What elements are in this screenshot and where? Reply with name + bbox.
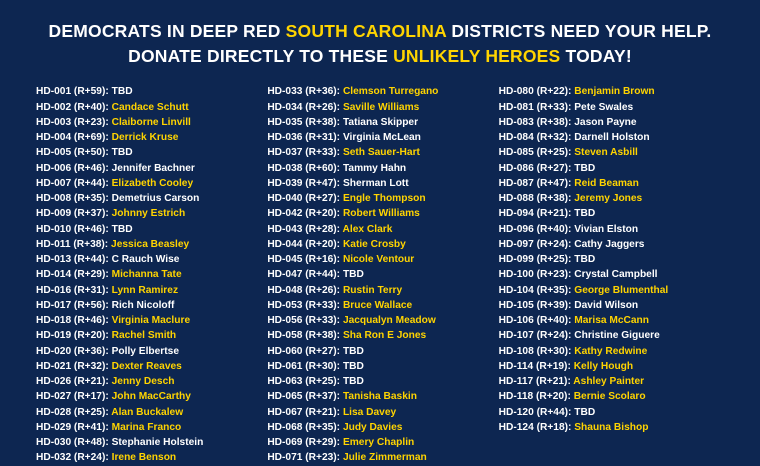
- candidate-name[interactable]: Candace Schutt: [111, 101, 189, 113]
- district-label: HD-094 (R+21):: [498, 208, 572, 220]
- district-label: HD-118 (R+20):: [498, 391, 571, 403]
- list-item: [499, 222, 724, 237]
- candidate-name: Demetrius Carson: [111, 193, 200, 204]
- list-item: [499, 237, 724, 252]
- district-label: HD-042 (R+20):: [267, 208, 341, 220]
- candidate-name: TBD: [342, 360, 364, 372]
- candidate-name[interactable]: Seth Sauer-Hart: [342, 147, 420, 159]
- district-label: HD-114 (R+19):: [498, 360, 571, 372]
- list-item: [36, 328, 261, 343]
- list-item: [36, 191, 261, 206]
- district-label: HD-097 (R+24):: [498, 238, 572, 250]
- district-label: HD-021 (R+32):: [36, 360, 109, 372]
- list-item: [499, 191, 724, 206]
- list-item: [267, 405, 492, 420]
- headline-line1-post: DISTRICTS NEED YOUR HELP.: [446, 21, 712, 41]
- candidate-name[interactable]: Engle Thompson: [342, 193, 426, 204]
- candidate-name: TBD: [574, 254, 596, 265]
- district-label: HD-008 (R+35):: [36, 193, 109, 204]
- headline-line2-pre: DONATE DIRECTLY TO THESE: [128, 45, 394, 66]
- candidate-name: Tatiana Skipper: [342, 116, 419, 128]
- district-label: HD-019 (R+20):: [36, 330, 109, 342]
- list-item: [36, 405, 261, 420]
- district-label: HD-084 (R+32):: [498, 132, 572, 143]
- candidate-name: Rich Nicoloff: [111, 299, 175, 311]
- list-item: [499, 313, 724, 328]
- district-label: HD-037 (R+33):: [267, 147, 341, 159]
- candidate-column-3: [499, 84, 724, 465]
- list-item: [499, 206, 724, 221]
- list-item: [36, 435, 261, 450]
- district-label: HD-056 (R+33):: [267, 315, 341, 326]
- district-label: HD-069 (R+29):: [267, 437, 341, 448]
- district-label: HD-013 (R+44):: [36, 254, 109, 265]
- district-label: HD-045 (R+16):: [267, 254, 341, 265]
- list-item: [267, 222, 492, 237]
- district-label: HD-007 (R+44):: [36, 177, 109, 189]
- list-item: [499, 84, 724, 99]
- candidate-name[interactable]: Marisa McCann: [574, 315, 649, 326]
- candidate-name: Jennifer Bachner: [111, 162, 195, 174]
- candidate-name: TBD: [111, 147, 133, 159]
- list-item: [267, 435, 492, 450]
- district-label: HD-010 (R+46):: [36, 223, 109, 235]
- candidate-name[interactable]: Julie Zimmerman: [342, 452, 427, 464]
- list-item: [36, 344, 261, 359]
- district-label: HD-085 (R+25):: [498, 147, 572, 159]
- candidate-name[interactable]: Virginia Maclure: [111, 315, 191, 326]
- district-label: HD-065 (R+37):: [267, 391, 341, 403]
- candidate-name[interactable]: Kelly Hough: [573, 360, 634, 372]
- candidate-name[interactable]: Jeremy Jones: [574, 193, 643, 204]
- candidate-name[interactable]: Derrick Kruse: [111, 132, 179, 143]
- list-item: [499, 267, 724, 282]
- district-label: HD-016 (R+31):: [36, 284, 109, 296]
- candidate-name: C Rauch Wise: [111, 254, 180, 265]
- list-item: [499, 298, 724, 313]
- candidate-name: Pete Swales: [574, 101, 634, 113]
- list-item: [36, 84, 261, 99]
- district-label: HD-006 (R+46):: [36, 162, 109, 174]
- list-item: [499, 405, 724, 420]
- district-label: HD-060 (R+27):: [267, 345, 341, 357]
- district-label: HD-036 (R+31):: [267, 132, 341, 143]
- candidate-name: TBD: [342, 345, 364, 357]
- candidate-name[interactable]: Nicole Ventour: [342, 254, 415, 265]
- candidate-name[interactable]: Elizabeth Cooley: [111, 177, 194, 189]
- list-item: [36, 252, 261, 267]
- district-label: HD-039 (R+47):: [267, 177, 341, 189]
- district-label: HD-018 (R+46):: [36, 315, 109, 326]
- candidate-name: TBD: [342, 376, 364, 387]
- district-label: HD-027 (R+17):: [36, 391, 109, 403]
- headline-line2-post: TODAY!: [560, 45, 632, 66]
- candidate-name[interactable]: Clemson Turregano: [342, 86, 439, 98]
- list-item: [36, 100, 261, 115]
- list-item: [36, 298, 261, 313]
- district-label: HD-029 (R+41):: [36, 421, 109, 433]
- district-label: HD-104 (R+35):: [498, 284, 572, 296]
- district-label: HD-028 (R+25):: [36, 406, 109, 418]
- district-label: HD-005 (R+50):: [36, 147, 109, 159]
- district-label: HD-108 (R+30):: [498, 345, 572, 357]
- headline-line-2: [18, 45, 742, 69]
- headline-line-1: [18, 20, 742, 44]
- list-item: [499, 145, 724, 160]
- list-item: [267, 115, 492, 130]
- district-label: HD-001 (R+59):: [36, 86, 109, 98]
- district-label: HD-099 (R+25):: [498, 254, 572, 265]
- candidate-name[interactable]: Robert Williams: [342, 208, 420, 220]
- headline-line1-pre: DEMOCRATS IN DEEP RED: [48, 21, 286, 41]
- district-label: HD-009 (R+37):: [36, 208, 109, 220]
- candidate-name: Virginia McLean: [342, 132, 421, 143]
- district-label: HD-124 (R+18):: [498, 421, 572, 433]
- candidate-name[interactable]: Johnny Estrich: [111, 208, 186, 220]
- district-label: HD-026 (R+21):: [36, 376, 109, 387]
- list-item: [267, 298, 492, 313]
- list-item: [36, 450, 261, 465]
- candidate-name[interactable]: Claiborne Linvill: [111, 116, 191, 128]
- list-item: [267, 374, 492, 389]
- candidate-column-1: [36, 84, 261, 465]
- list-item: [499, 344, 724, 359]
- list-item: [36, 237, 261, 252]
- list-item: [267, 359, 492, 374]
- candidate-name[interactable]: Sha Ron E Jones: [342, 330, 427, 342]
- list-item: [499, 283, 724, 298]
- candidate-name: TBD: [111, 86, 133, 98]
- list-item: [267, 130, 492, 145]
- district-label: HD-003 (R+23):: [36, 116, 109, 128]
- candidate-name[interactable]: Dexter Reaves: [111, 360, 182, 372]
- candidate-name[interactable]: Steven Asbill: [574, 147, 638, 159]
- candidate-columns: [18, 84, 742, 465]
- candidate-name: TBD: [342, 269, 364, 281]
- list-item: [36, 267, 261, 282]
- list-item: [36, 283, 261, 298]
- candidate-name: Tammy Hahn: [342, 162, 407, 174]
- list-item: [36, 176, 261, 191]
- list-item: [267, 283, 492, 298]
- district-label: HD-035 (R+38):: [267, 116, 341, 128]
- district-label: HD-034 (R+26):: [267, 101, 341, 113]
- list-item: [36, 130, 261, 145]
- district-label: HD-053 (R+33):: [267, 299, 341, 311]
- list-item: [36, 374, 261, 389]
- list-item: [267, 206, 492, 221]
- district-label: HD-106 (R+40):: [498, 315, 572, 326]
- district-label: HD-040 (R+27):: [267, 193, 341, 204]
- district-label: HD-117 (R+21):: [498, 376, 571, 387]
- candidate-name[interactable]: Jacqualyn Meadow: [342, 315, 436, 326]
- candidate-name: Darnell Holston: [574, 132, 650, 143]
- list-item: [267, 389, 492, 404]
- list-item: [267, 176, 492, 191]
- list-item: [267, 100, 492, 115]
- district-label: HD-017 (R+56):: [36, 299, 109, 311]
- list-item: [36, 359, 261, 374]
- district-label: HD-067 (R+21):: [267, 406, 341, 418]
- list-item: [267, 313, 492, 328]
- candidate-column-2: [267, 84, 492, 465]
- candidate-name[interactable]: Shauna Bishop: [574, 421, 649, 433]
- candidate-name[interactable]: Jessica Beasley: [111, 238, 190, 250]
- candidate-name: Polly Elbertse: [111, 345, 179, 357]
- candidate-name: Christine Giguere: [574, 330, 660, 342]
- district-label: HD-081 (R+33):: [498, 101, 572, 113]
- district-label: HD-061 (R+30):: [267, 360, 341, 372]
- candidate-name[interactable]: Katie Crosby: [342, 238, 406, 250]
- candidate-name: David Wilson: [574, 299, 639, 311]
- district-label: HD-032 (R+24):: [36, 452, 109, 464]
- list-item: [267, 267, 492, 282]
- candidate-name[interactable]: Kathy Redwine: [574, 345, 648, 357]
- list-item: [36, 115, 261, 130]
- candidate-name: Vivian Elston: [574, 223, 639, 235]
- candidate-name: Jason Payne: [574, 116, 637, 128]
- district-label: HD-058 (R+38):: [267, 330, 341, 342]
- candidate-name: Crystal Campbell: [574, 269, 658, 281]
- candidate-name: Cathy Jaggers: [574, 238, 645, 250]
- district-label: HD-068 (R+35):: [267, 421, 341, 433]
- candidate-name[interactable]: Benjamin Brown: [574, 86, 655, 98]
- district-label: HD-047 (R+44):: [267, 269, 341, 281]
- district-label: HD-105 (R+39):: [498, 299, 572, 311]
- list-item: [267, 191, 492, 206]
- list-item: [499, 374, 724, 389]
- district-label: HD-014 (R+29):: [36, 269, 109, 281]
- candidate-name[interactable]: Lynn Ramirez: [111, 284, 179, 296]
- district-label: HD-063 (R+25):: [267, 376, 341, 387]
- district-label: HD-086 (R+27):: [498, 162, 572, 174]
- candidate-name[interactable]: Marina Franco: [111, 421, 182, 433]
- candidate-name[interactable]: Bernie Scolaro: [573, 391, 646, 403]
- headline-line1-highlight: SOUTH CAROLINA: [285, 21, 447, 41]
- list-item: [499, 115, 724, 130]
- candidate-name[interactable]: Reid Beaman: [574, 177, 639, 189]
- list-item: [499, 328, 724, 343]
- district-label: HD-030 (R+48):: [36, 437, 109, 448]
- district-label: HD-048 (R+26):: [267, 284, 341, 296]
- list-item: [267, 84, 492, 99]
- district-label: HD-120 (R+44):: [498, 406, 572, 418]
- list-item: [499, 100, 724, 115]
- candidate-name[interactable]: Alex Clark: [342, 223, 393, 235]
- list-item: [267, 145, 492, 160]
- district-label: HD-087 (R+47):: [498, 177, 572, 189]
- candidate-name[interactable]: George Blumenthal: [574, 284, 669, 296]
- district-label: HD-011 (R+38):: [36, 238, 109, 250]
- candidate-name: Sherman Lott: [342, 177, 409, 189]
- district-label: HD-088 (R+38):: [498, 193, 572, 204]
- list-item: [36, 222, 261, 237]
- district-label: HD-043 (R+28):: [267, 223, 341, 235]
- list-item: [499, 176, 724, 191]
- list-item: [499, 130, 724, 145]
- list-item: [36, 420, 261, 435]
- list-item: [267, 450, 492, 465]
- candidate-name[interactable]: Tanisha Baskin: [342, 391, 417, 403]
- district-label: HD-107 (R+24):: [498, 330, 572, 342]
- district-label: HD-004 (R+69):: [36, 132, 109, 143]
- district-label: HD-083 (R+38):: [498, 116, 572, 128]
- district-label: HD-044 (R+20):: [267, 238, 341, 250]
- headline-line2-highlight: UNLIKELY HEROES: [393, 45, 561, 66]
- candidate-name: TBD: [574, 406, 596, 418]
- district-label: HD-080 (R+22):: [498, 86, 572, 98]
- candidate-name[interactable]: Bruce Wallace: [342, 299, 413, 311]
- list-item: [499, 252, 724, 267]
- list-item: [36, 313, 261, 328]
- district-label: HD-100 (R+23):: [498, 269, 572, 281]
- district-label: HD-038 (R+60):: [267, 162, 341, 174]
- district-label: HD-033 (R+36):: [267, 86, 341, 98]
- candidate-name: TBD: [574, 162, 596, 174]
- candidate-name[interactable]: John MacCarthy: [111, 391, 191, 403]
- list-item: [267, 420, 492, 435]
- candidate-name: TBD: [574, 208, 596, 220]
- list-item: [267, 252, 492, 267]
- candidate-name[interactable]: Rustin Terry: [342, 284, 403, 296]
- list-item: [267, 161, 492, 176]
- candidate-name: Stephanie Holstein: [111, 437, 204, 448]
- list-item: [36, 206, 261, 221]
- district-label: HD-020 (R+36):: [36, 345, 109, 357]
- list-item: [499, 389, 724, 404]
- list-item: [36, 145, 261, 160]
- list-item: [267, 328, 492, 343]
- candidate-name[interactable]: Judy Davies: [342, 421, 403, 433]
- district-label: HD-096 (R+40):: [498, 223, 572, 235]
- candidate-name[interactable]: Saville Williams: [342, 101, 420, 113]
- candidate-name[interactable]: Ashley Painter: [573, 376, 645, 387]
- list-item: [499, 420, 724, 435]
- candidate-name: TBD: [111, 223, 133, 235]
- list-item: [499, 161, 724, 176]
- district-label: HD-002 (R+40):: [36, 101, 109, 113]
- candidate-name[interactable]: Emery Chaplin: [342, 437, 415, 448]
- candidate-name[interactable]: Jenny Desch: [111, 376, 175, 387]
- list-item: [267, 344, 492, 359]
- list-item: [36, 161, 261, 176]
- list-item: [36, 389, 261, 404]
- list-item: [499, 359, 724, 374]
- candidate-name[interactable]: Michanna Tate: [111, 269, 182, 281]
- candidate-name[interactable]: Rachel Smith: [111, 330, 177, 342]
- candidate-name[interactable]: Lisa Davey: [342, 406, 397, 418]
- district-label: HD-071 (R+23):: [267, 452, 341, 464]
- candidate-name[interactable]: Alan Buckalew: [111, 406, 184, 418]
- candidate-name[interactable]: Irene Benson: [111, 452, 177, 464]
- page-title: [18, 20, 742, 68]
- list-item: [267, 237, 492, 252]
